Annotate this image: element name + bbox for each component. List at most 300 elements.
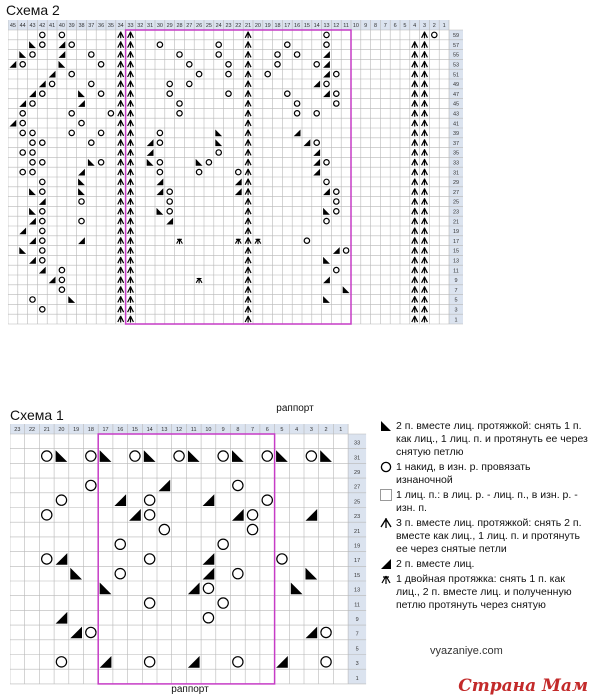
triple-decrease-icon: [412, 267, 418, 274]
triple-decrease-icon: [128, 316, 134, 323]
left-decrease-icon: [196, 159, 203, 166]
yarn-over-icon: [334, 71, 339, 76]
triple-decrease-icon: [412, 120, 418, 127]
yarn-over-icon: [187, 62, 192, 67]
row-number: 51: [452, 72, 460, 79]
row-number: 5: [355, 646, 359, 653]
column-number: 2: [432, 23, 436, 29]
left-decrease-icon: [70, 568, 82, 580]
triple-decrease-icon: [128, 110, 134, 117]
column-number: 10: [205, 427, 212, 433]
triple-decrease-icon: [245, 237, 251, 244]
triple-decrease-icon: [422, 120, 428, 127]
triple-decrease-icon: [245, 208, 251, 215]
triple-decrease-icon: [412, 179, 418, 186]
yarn-over-icon: [167, 199, 172, 204]
yarn-over-icon: [324, 218, 329, 223]
yarn-over-icon: [59, 32, 64, 37]
column-number: 13: [323, 23, 330, 29]
yarn-over-icon: [20, 130, 25, 135]
triple-decrease-icon: [245, 247, 251, 254]
column-number: 27: [186, 23, 193, 29]
triple-decrease-icon: [128, 81, 134, 88]
row-number: 21: [452, 219, 460, 226]
yarn-over-icon: [40, 160, 45, 165]
left-decrease-icon: [306, 568, 318, 580]
row-number: 1: [355, 675, 359, 682]
row-number: 59: [452, 33, 460, 40]
row-number: 55: [452, 52, 460, 59]
yarn-over-icon: [380, 461, 396, 474]
yarn-over-icon: [30, 297, 35, 302]
yarn-over-icon: [157, 42, 162, 47]
yarn-over-icon: [314, 111, 319, 116]
column-number: 10: [352, 23, 359, 29]
column-number: 12: [175, 427, 183, 433]
yarn-over-icon: [275, 52, 280, 57]
right-decrease-icon: [323, 277, 330, 284]
right-decrease-icon: [203, 553, 215, 565]
legend-text: 1 двойная протяжка: снять 1 п. как лиц., 2 п. вместе лиц. и полученную петлю протянуть через снятую: [396, 573, 572, 611]
yarn-over-icon: [324, 81, 329, 86]
knit-stitch-icon: [380, 489, 396, 502]
left-decrease-icon: [78, 179, 85, 186]
yarn-over-icon: [233, 480, 243, 490]
yarn-over-icon: [177, 101, 182, 106]
triple-decrease-icon: [128, 139, 134, 146]
yarn-over-icon: [262, 451, 272, 461]
yarn-over-icon: [30, 130, 35, 135]
triple-decrease-icon: [412, 110, 418, 117]
column-number: 36: [98, 23, 105, 29]
yarn-over-icon: [324, 32, 329, 37]
row-number: 35: [452, 150, 460, 157]
row-number: 19: [354, 543, 361, 550]
column-number: 18: [87, 427, 94, 433]
right-decrease-icon: [49, 277, 56, 284]
yarn-over-icon: [40, 42, 45, 47]
triple-decrease-icon: [245, 188, 251, 195]
triple-decrease-icon: [245, 159, 251, 166]
schema2-title: Схема 2: [6, 2, 60, 18]
triple-decrease-icon: [412, 198, 418, 205]
right-decrease-icon: [313, 81, 320, 88]
column-number: 8: [236, 427, 240, 433]
yarn-over-icon: [314, 140, 319, 145]
right-decrease-icon: [129, 509, 141, 521]
triple-decrease-icon: [422, 286, 428, 293]
triple-decrease-icon: [118, 169, 124, 176]
left-decrease-icon: [19, 51, 26, 58]
triple-decrease-icon: [118, 188, 124, 195]
yarn-over-icon: [334, 209, 339, 214]
triple-decrease-icon: [422, 139, 428, 146]
triple-decrease-icon: [118, 159, 124, 166]
right-decrease-icon: [235, 188, 242, 195]
yarn-over-icon: [59, 287, 64, 292]
column-number: 39: [68, 23, 75, 29]
left-decrease-icon: [323, 208, 330, 215]
triple-decrease-icon: [245, 228, 251, 235]
row-number: 39: [452, 131, 460, 138]
right-decrease-icon: [294, 130, 301, 137]
right-decrease-icon: [306, 509, 318, 521]
triple-decrease-icon: [412, 90, 418, 97]
yarn-over-icon: [79, 199, 84, 204]
row-number: 45: [452, 101, 460, 108]
triple-decrease-icon: [422, 208, 428, 215]
row-number: 7: [454, 287, 458, 294]
triple-decrease-icon: [118, 218, 124, 225]
triple-decrease-icon: [245, 218, 251, 225]
column-number: 14: [146, 427, 153, 433]
triple-decrease-icon: [118, 90, 124, 97]
yarn-over-icon: [216, 150, 221, 155]
yarn-over-icon: [167, 189, 172, 194]
column-number: 30: [156, 23, 163, 29]
double-decrease-icon: [177, 239, 183, 244]
legend-text: 1 лиц. п.: в лиц. р. - лиц. п., в изн. р. - изн. п.: [396, 489, 578, 514]
yarn-over-icon: [167, 81, 172, 86]
triple-decrease-icon: [118, 306, 124, 313]
yarn-over-icon: [115, 539, 125, 549]
yarn-over-icon: [174, 451, 184, 461]
column-number: 9: [221, 427, 225, 433]
column-number: 4: [413, 23, 417, 29]
left-decrease-icon: [147, 159, 154, 166]
row-number: 9: [355, 616, 359, 623]
right-decrease-icon: [78, 100, 85, 107]
triple-decrease-icon: [245, 90, 251, 97]
column-number: 18: [274, 23, 281, 29]
yarn-over-icon: [130, 451, 140, 461]
yarn-over-icon: [265, 71, 270, 76]
double-decrease-icon: [235, 239, 241, 244]
column-number: 6: [393, 23, 397, 29]
row-number: 33: [354, 440, 361, 447]
triple-decrease-icon: [245, 32, 251, 39]
column-number: 8: [373, 23, 378, 29]
yarn-over-icon: [321, 657, 331, 667]
triple-decrease-icon: [422, 51, 428, 58]
yarn-over-icon: [157, 169, 162, 174]
yarn-over-icon: [40, 307, 45, 312]
row-number: 41: [452, 121, 460, 128]
row-number: 31: [354, 455, 361, 462]
column-number: 17: [284, 23, 291, 29]
yarn-over-icon: [20, 169, 25, 174]
right-decrease-icon: [39, 198, 46, 205]
yarn-over-icon: [98, 160, 103, 165]
triple-decrease-icon: [118, 267, 124, 274]
right-decrease-icon: [114, 494, 126, 506]
right-decrease-icon: [323, 51, 330, 58]
triple-decrease-icon: [118, 208, 124, 215]
right-decrease-icon: [157, 188, 164, 195]
column-number: 22: [235, 23, 242, 29]
right-decrease-icon: [59, 41, 66, 48]
left-decrease-icon: [29, 208, 36, 215]
triple-decrease-icon: [128, 208, 134, 215]
yarn-over-icon: [324, 160, 329, 165]
website-label: vyazaniye.com: [430, 645, 503, 657]
triple-decrease-icon: [128, 296, 134, 303]
left-decrease-icon: [100, 450, 112, 462]
row-number: 53: [452, 62, 460, 69]
column-number: 25: [205, 23, 212, 29]
yarn-over-icon: [177, 111, 182, 116]
triple-decrease-icon: [422, 198, 428, 205]
triple-decrease-icon: [128, 41, 134, 48]
yarn-over-icon: [145, 554, 155, 564]
right-decrease-icon: [100, 656, 112, 668]
triple-decrease-icon: [422, 316, 428, 323]
triple-decrease-icon: [412, 218, 418, 225]
yarn-over-icon: [167, 209, 172, 214]
column-number: 15: [303, 23, 310, 29]
column-number: 44: [19, 23, 26, 29]
double-decrease-icon: [255, 239, 261, 244]
triple-decrease-icon: [118, 71, 124, 78]
triple-decrease-icon: [245, 51, 251, 58]
yarn-over-icon: [40, 140, 45, 145]
triple-decrease-icon: [245, 179, 251, 186]
triple-decrease-icon: [245, 41, 251, 48]
left-decrease-icon: [59, 61, 66, 68]
triple-decrease-icon: [118, 228, 124, 235]
row-number: 3: [454, 307, 458, 314]
triple-decrease-icon: [412, 188, 418, 195]
column-number: 12: [333, 23, 340, 29]
triple-decrease-icon: [412, 237, 418, 244]
triple-decrease-icon: [412, 81, 418, 88]
yarn-over-icon: [42, 451, 52, 461]
left-decrease-icon: [215, 130, 222, 137]
triple-decrease-icon: [245, 267, 251, 274]
right-decrease-icon: [147, 149, 154, 156]
column-number: 34: [117, 23, 124, 29]
left-decrease-icon: [29, 188, 36, 195]
left-decrease-icon: [323, 296, 330, 303]
yarn-over-icon: [40, 248, 45, 253]
column-number: 23: [225, 23, 232, 29]
column-number: 35: [107, 23, 114, 29]
triple-decrease-icon: [118, 139, 124, 146]
yarn-over-icon: [98, 62, 103, 67]
triple-decrease-icon: [245, 139, 251, 146]
column-number: 31: [147, 23, 154, 29]
row-number: 23: [354, 514, 361, 521]
legend-item: [380, 517, 590, 556]
triple-decrease-icon: [128, 120, 134, 127]
column-number: 19: [264, 23, 271, 29]
column-number: 26: [196, 23, 203, 29]
yarn-over-icon: [304, 238, 309, 243]
yarn-over-icon: [86, 480, 96, 490]
row-number: 9: [454, 278, 458, 285]
left-decrease-icon: [78, 90, 85, 97]
triple-decrease-icon: [118, 316, 124, 323]
triple-decrease-icon: [422, 110, 428, 117]
triple-decrease-icon: [422, 179, 428, 186]
triple-decrease-icon: [412, 149, 418, 156]
triple-decrease-icon: [118, 110, 124, 117]
yarn-over-icon: [196, 71, 201, 76]
yarn-over-icon: [314, 62, 319, 67]
column-number: 21: [43, 427, 50, 433]
yarn-over-icon: [40, 189, 45, 194]
yarn-over-icon: [40, 91, 45, 96]
triple-decrease-icon: [118, 51, 124, 58]
triple-decrease-icon: [245, 61, 251, 68]
triple-decrease-icon: [422, 61, 428, 68]
yarn-over-icon: [30, 52, 35, 57]
column-number: 20: [58, 427, 65, 433]
yarn-over-icon: [233, 569, 243, 579]
left-decrease-icon: [320, 450, 332, 462]
yarn-over-icon: [226, 62, 231, 67]
left-decrease-icon: [323, 257, 330, 264]
triple-decrease-icon: [128, 32, 134, 39]
column-number: 2: [324, 427, 328, 433]
column-number: 21: [245, 23, 252, 29]
left-decrease-icon: [68, 296, 75, 303]
yarn-over-icon: [40, 218, 45, 223]
row-number: 37: [452, 140, 460, 147]
column-number: 45: [9, 23, 16, 29]
yarn-over-icon: [216, 52, 221, 57]
yarn-over-icon: [343, 248, 348, 253]
yarn-over-icon: [218, 539, 228, 549]
yarn-over-icon: [56, 657, 66, 667]
right-decrease-icon: [188, 583, 200, 595]
triple-decrease-icon: [412, 286, 418, 293]
triple-decrease-icon: [412, 247, 418, 254]
triple-decrease-icon: [422, 169, 428, 176]
yarn-over-icon: [294, 111, 299, 116]
yarn-over-icon: [334, 199, 339, 204]
yarn-over-icon: [218, 451, 228, 461]
triple-decrease-icon: [422, 71, 428, 78]
triple-decrease-icon: [412, 277, 418, 284]
yarn-over-icon: [334, 91, 339, 96]
yarn-over-icon: [20, 150, 25, 155]
right-decrease-icon: [188, 656, 200, 668]
triple-decrease-icon: [118, 237, 124, 244]
yarn-over-icon: [69, 111, 74, 116]
right-decrease-icon: [29, 237, 36, 244]
triple-decrease-icon: [118, 149, 124, 156]
yarn-over-icon: [324, 42, 329, 47]
column-number: 32: [137, 23, 144, 29]
yarn-over-icon: [187, 81, 192, 86]
right-decrease-icon: [323, 90, 330, 97]
right-decrease-icon: [49, 71, 56, 78]
right-decrease-icon: [10, 61, 17, 68]
right-decrease-icon: [313, 159, 320, 166]
yarn-over-icon: [30, 101, 35, 106]
triple-decrease-icon: [380, 517, 396, 530]
yarn-over-icon: [20, 111, 25, 116]
right-decrease-icon: [235, 179, 242, 186]
triple-decrease-icon: [118, 61, 124, 68]
triple-decrease-icon: [422, 247, 428, 254]
yarn-over-icon: [285, 91, 290, 96]
right-decrease-icon: [203, 568, 215, 580]
yarn-over-icon: [218, 598, 228, 608]
yarn-over-icon: [196, 169, 201, 174]
yarn-over-icon: [145, 495, 155, 505]
column-number: 14: [313, 23, 320, 29]
yarn-over-icon: [79, 120, 84, 125]
right-decrease-icon: [276, 656, 288, 668]
yarn-over-icon: [69, 71, 74, 76]
schema1-repeat-label: раппорт: [171, 684, 209, 695]
yarn-over-icon: [20, 120, 25, 125]
row-number: 23: [452, 209, 460, 216]
left-decrease-icon: [19, 247, 26, 254]
left-decrease-icon: [276, 450, 288, 462]
yarn-over-icon: [56, 495, 66, 505]
triple-decrease-icon: [118, 130, 124, 137]
right-decrease-icon: [78, 169, 85, 176]
triple-decrease-icon: [128, 71, 134, 78]
row-number: 5: [454, 297, 458, 304]
right-decrease-icon: [29, 257, 36, 264]
right-decrease-icon: [39, 267, 46, 274]
triple-decrease-icon: [128, 51, 134, 58]
yarn-over-icon: [59, 277, 64, 282]
yarn-over-icon: [20, 62, 25, 67]
yarn-over-icon: [30, 150, 35, 155]
right-decrease-icon: [70, 627, 82, 639]
right-decrease-icon: [59, 51, 66, 58]
yarn-over-icon: [86, 627, 96, 637]
row-number: 47: [452, 91, 460, 98]
triple-decrease-icon: [128, 100, 134, 107]
triple-decrease-icon: [128, 247, 134, 254]
triple-decrease-icon: [245, 257, 251, 264]
yarn-over-icon: [203, 583, 213, 593]
yarn-over-icon: [157, 130, 162, 135]
left-decrease-icon: [215, 139, 222, 146]
triple-decrease-icon: [422, 32, 428, 39]
column-number: 6: [265, 427, 269, 433]
yarn-over-icon: [206, 160, 211, 165]
triple-decrease-icon: [422, 188, 428, 195]
triple-decrease-icon: [128, 169, 134, 176]
right-decrease-icon: [56, 612, 68, 624]
triple-decrease-icon: [245, 130, 251, 137]
triple-decrease-icon: [128, 218, 134, 225]
left-decrease-icon: [232, 450, 244, 462]
legend-item: [380, 573, 590, 612]
legend: [380, 420, 590, 614]
legend-item: [380, 558, 590, 571]
row-number: 15: [452, 248, 460, 255]
row-number: 43: [452, 111, 460, 118]
triple-decrease-icon: [422, 149, 428, 156]
triple-decrease-icon: [128, 277, 134, 284]
triple-decrease-icon: [245, 71, 251, 78]
yarn-over-icon: [247, 510, 257, 520]
left-decrease-icon: [188, 450, 200, 462]
yarn-over-icon: [30, 169, 35, 174]
legend-text: 2 п. вместе лиц.: [396, 558, 475, 570]
row-number: 33: [452, 160, 460, 167]
yarn-over-icon: [40, 238, 45, 243]
yarn-over-icon: [40, 179, 45, 184]
